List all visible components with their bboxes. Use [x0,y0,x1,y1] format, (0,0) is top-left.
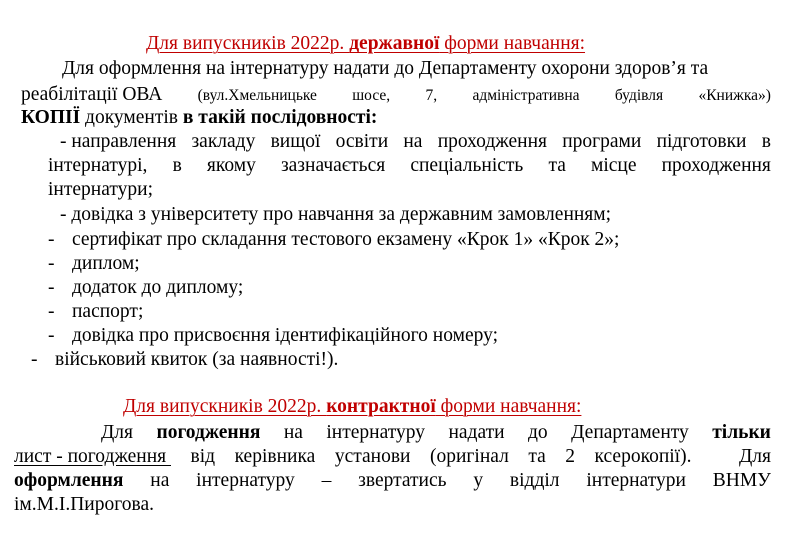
item-word: спеціальність [410,155,524,176]
para-word: Для [738,446,771,467]
bold-text: в такій послідовності: [182,107,378,128]
dash-bullet: - [48,253,55,274]
para-word: звертатись [358,470,447,491]
section-heading-contract [123,396,581,418]
para-word: надати [448,422,505,443]
heading-text: форми навчання: [435,396,582,417]
contract-line-4 [14,494,154,516]
list-item-first-line-3 [48,179,153,201]
item-word: закладу [191,131,256,152]
intro-text: Для оформлення на інтернатуру надати до Департаменту охорони здоров’я та [62,58,709,79]
para-word: та [528,446,546,467]
para-word: (оригінал [429,446,509,467]
item-word: - направлення [60,131,177,152]
item-word: та [548,155,566,176]
dash-bullet: - [48,229,55,250]
para-word: інтернатуру [196,470,295,491]
list-item-first-line-1 [60,131,771,153]
item-text: довідка про присвоєння ідентифікаційного номеру; [72,325,499,346]
para-bold-word: тільки [712,422,771,443]
item-word: проходження [661,155,771,176]
para-word: 2 [565,446,576,467]
item-word: освіти [335,131,389,152]
item-word: програми [562,131,642,152]
intro-line-3 [21,107,377,129]
list-item [48,301,144,323]
para-word: на [283,422,303,443]
intro-line-1 [62,58,708,80]
item-word: вищої [270,131,321,152]
item-word: підготовки [656,131,747,152]
item-word: інтернатурі, [48,155,148,176]
address-word: шосе, [352,87,391,104]
intro-text: документів [80,107,183,128]
para-word: інтернатуру [326,422,426,443]
item-word: проходження [437,131,547,152]
heading-text: Для випускників 2022р. [123,396,327,417]
item-text: військовий квиток (за наявності!). [55,349,339,370]
para-word: відділ [509,470,560,491]
dash-bullet: - [48,301,55,322]
list-item [48,277,244,299]
heading-bold-text: контрактної [326,396,436,417]
para-word: у [473,470,484,491]
section-heading-state [146,33,585,55]
item-word: зазначається [280,155,386,176]
para-word: від [190,446,216,467]
para-word: ксерокопії). [594,446,692,467]
para-word: керівника [234,446,316,467]
list-item-second [60,204,611,226]
address-word: будівля [614,87,664,104]
item-word: інтернатури; [48,179,153,200]
para-word: до [528,422,548,443]
para-word: установи [334,446,411,467]
item-word: в [172,155,182,176]
dash-bullet: - [31,349,38,370]
item-word: місце [590,155,637,176]
para-word: ім.М.І.Пирогова. [14,494,154,515]
intro-line-2 [21,84,771,107]
item-word: в [761,131,771,152]
item-text: сертифікат про складання тестового екзамену «Крок 1» «Крок 2»; [72,229,620,250]
para-word: – [321,470,332,491]
dash-bullet: - [48,325,55,346]
bold-text: КОПІЇ [21,107,81,128]
heading-bold-text: державної [349,33,440,54]
list-item [48,229,620,251]
para-word: ВНМУ [712,470,771,491]
address-word: адміністративна [472,87,580,104]
list-item [48,253,140,275]
list-item-first-line-2 [48,155,771,177]
contract-line-2 [14,446,771,468]
intro-text: реабілітації ОВА [21,84,163,105]
item-word: якому [206,155,256,176]
address-word: 7, [425,87,438,104]
item-text: паспорт; [72,301,144,322]
list-item-last [31,349,339,371]
item-text: - довідка з університету про навчання за державним замовленням; [60,204,612,225]
para-bold-word: оформлення [14,470,124,491]
para-bold-word: погодження [156,422,261,443]
para-word: Департаменту [571,422,689,443]
para-word: Для [101,422,134,443]
item-text: додаток до диплому; [72,277,244,298]
contract-line-3 [14,470,771,492]
item-text: диплом; [72,253,140,274]
heading-text: форми навчання: [439,33,586,54]
dash-bullet: - [48,277,55,298]
para-word: на [150,470,170,491]
heading-text: Для випускників 2022р. [146,33,350,54]
address-word: «Книжка») [698,87,771,104]
item-word: на [403,131,423,152]
para-word: інтернатури [586,470,686,491]
contract-line-1 [101,422,771,444]
list-item [48,325,499,347]
address-word: (вул.Хмельницьке [197,87,317,104]
underlined-phrase: лист - погодження [14,446,171,467]
